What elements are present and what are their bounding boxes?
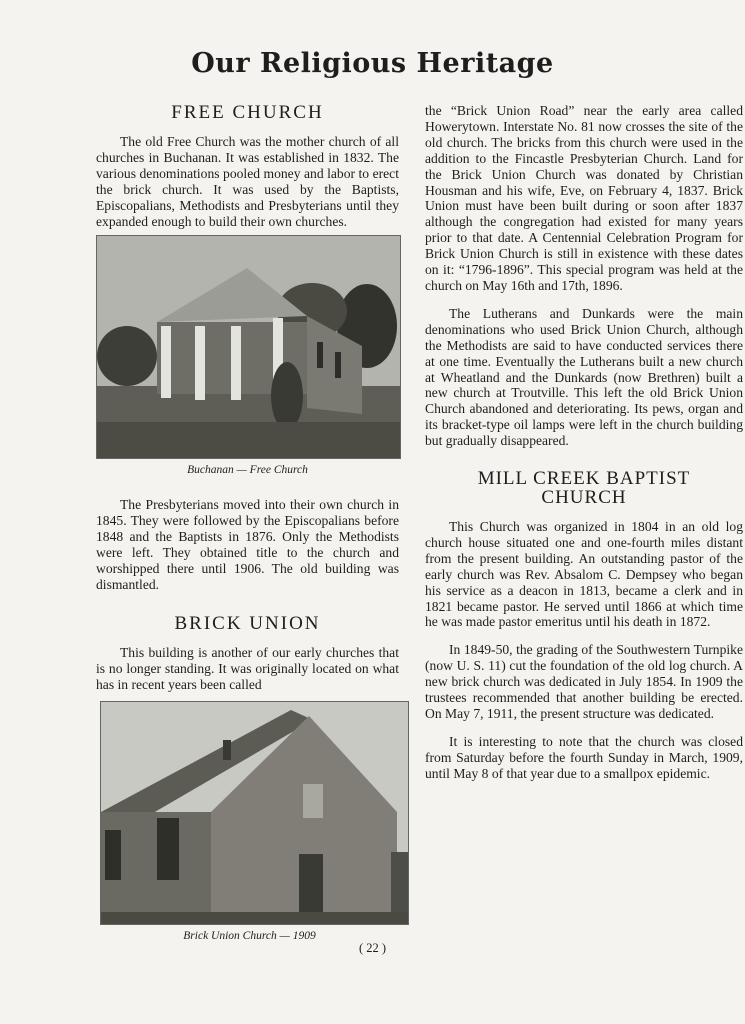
page-title: Our Religious Heritage (191, 48, 554, 79)
free-church-paragraph-1: The old Free Church was the mother church of all churches in Buchanan. It was established in 1832. The various denominations pooled money and labor to erect the brick church. It was used by the Baptists, Episcopalians, Methodists and Presbyterians until they expanded enough to build their own churches. (96, 134, 399, 229)
free-church-caption: Buchanan — Free Church (187, 464, 308, 477)
left-column (96, 100, 399, 942)
brick-union-caption: Brick Union Church — 1909 (183, 929, 316, 942)
free-church-heading: FREE CHURCH (171, 102, 324, 123)
brick-union-photo (100, 701, 409, 925)
mill-creek-paragraph-3: It is interesting to note that the church was closed from Saturday before the fourth Sunday in March, 1909, until May 8 of that year due to a smallpox epidemic. (425, 733, 743, 781)
brick-union-illustration (101, 702, 408, 924)
page-number: ( 22 ) (358, 941, 387, 955)
free-church-illustration (97, 236, 400, 458)
brick-union-paragraph-1-continued: the “Brick Union Road” near the early area called Howerytown. Interstate No. 81 now crosses the site of the old church. The bricks from this church were used in the addition to the Fincastle Presbyterian Church. Land for the Brick Union Church was donated by Christian Housman and his wife, Eve, on February 4, 1837. Brick Union must have been built during or soon after 1837 although the congregation had existed for many years prior to that date. A Centennial Celebration Program for Brick Union Church is still in existence with these dates on it: “1796-1896”. This special program was held at the church on May 16th and 17th, 1896. (425, 103, 743, 293)
mill-creek-heading: MILL CREEK BAPTIST CHURCH (477, 468, 691, 509)
mill-creek-paragraph-1: This Church was organized in 1804 in an old log church house situated one and one-fourth miles distant from the present building. An outstanding pastor of the early church was Rev. Absalom C. Dempsey who began his service as a deacon in 1813, became a clerk and in 1821 became pastor. He served until 1866 at which time he was made pastor emeritus until his death in 1872. (425, 519, 743, 630)
brick-union-paragraph-2: The Lutherans and Dunkards were the main denominations who used Brick Union Church, although the Methodists are said to have conducted services there at one time. Eventually the Lutherans built a new church at Wheatland and the Dunkards (now Brethren) built a new church at Troutville. This left the old Brick Union Church abandoned and deteriorating. Its pews, organ and its bracket-type oil lamps were left in the church building but gradually disappeared. (425, 305, 743, 449)
brick-union-paragraph-1: This building is another of our early churches that is no longer standing. It was originally located on what has in recent years been called (96, 644, 399, 692)
free-church-photo (96, 235, 401, 459)
brick-union-heading: BRICK UNION (174, 612, 321, 634)
right-column (425, 103, 743, 782)
mill-creek-paragraph-2: In 1849-50, the grading of the Southwestern Turnpike (now U. S. 11) cut the foundation of the old log church. A new brick church was dedicated in July 1854. In 1909 the trustees recommended that another building be erected. On May 7, 1911, the present structure was dedicated. (425, 642, 743, 721)
free-church-paragraph-2: The Presbyterians moved into their own church in 1845. They were followed by the Episcopalians before 1848 and the Baptists in 1876. Only the Methodists were left. They obtained title to the church and worshipped there until 1906. The old building was dismantled. (96, 497, 399, 592)
